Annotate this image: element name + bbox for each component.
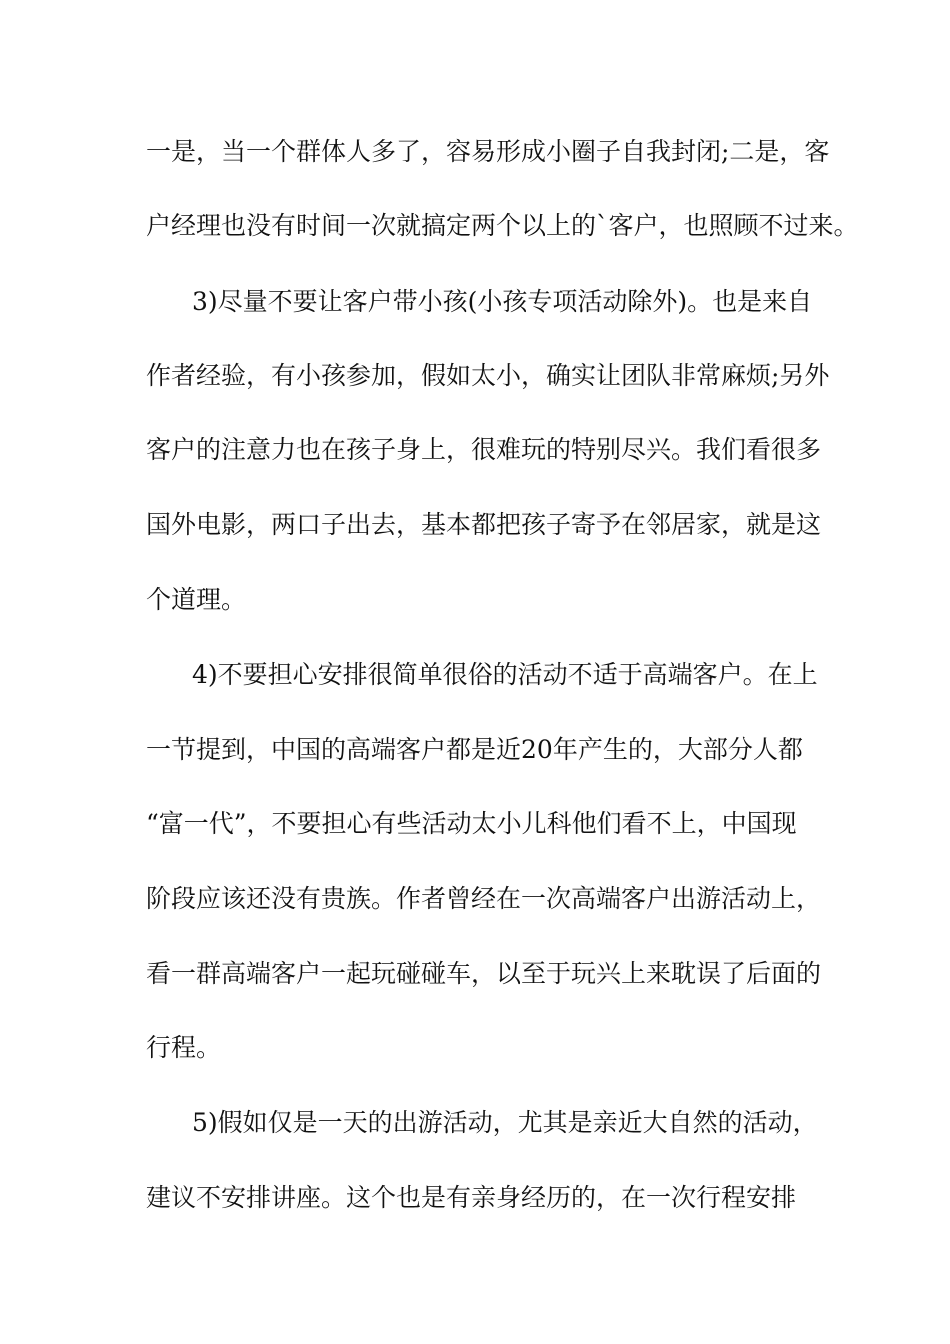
text-line: 户经理也没有时间一次就搞定两个以上的`客户，也照顾不过来。 (146, 211, 859, 240)
text-line: 作者经验，有小孩参加，假如太小，确实让团队非常麻烦;另外 (146, 361, 830, 390)
paragraph-start-line: 5)假如仅是一天的出游活动，尤其是亲近大自然的活动， (192, 1108, 818, 1137)
text-line: 个道理。 (146, 585, 247, 614)
paragraph-start-line: 3)尽量不要让客户带小孩(小孩专项活动除外)。也是来自 (192, 287, 813, 316)
text-line: 阶段应该还没有贵族。作者曾经在一次高端客户出游活动上， (146, 884, 822, 913)
text-line: 行程。 (146, 1033, 222, 1062)
text-line: “富一代”，不要担心有些活动太小儿科他们看不上，中国现 (146, 809, 797, 838)
text-line: 一节提到，中国的高端客户都是近20年产生的，大部分人都 (146, 735, 803, 764)
text-line: 国外电影，两口子出去，基本都把孩子寄予在邻居家，就是这 (146, 510, 822, 539)
paragraph-start-line: 4)不要担心安排很简单很俗的活动不适于高端客户。在上 (192, 660, 818, 689)
text-line: 客户的注意力也在孩子身上，很难玩的特别尽兴。我们看很多 (146, 435, 822, 464)
text-line: 一是，当一个群体人多了，容易形成小圈子自我封闭;二是，客 (146, 137, 830, 166)
text-line: 建议不安排讲座。这个也是有亲身经历的，在一次行程安排 (146, 1183, 797, 1212)
text-line: 看一群高端客户一起玩碰碰车，以至于玩兴上来耽误了后面的 (146, 959, 822, 988)
